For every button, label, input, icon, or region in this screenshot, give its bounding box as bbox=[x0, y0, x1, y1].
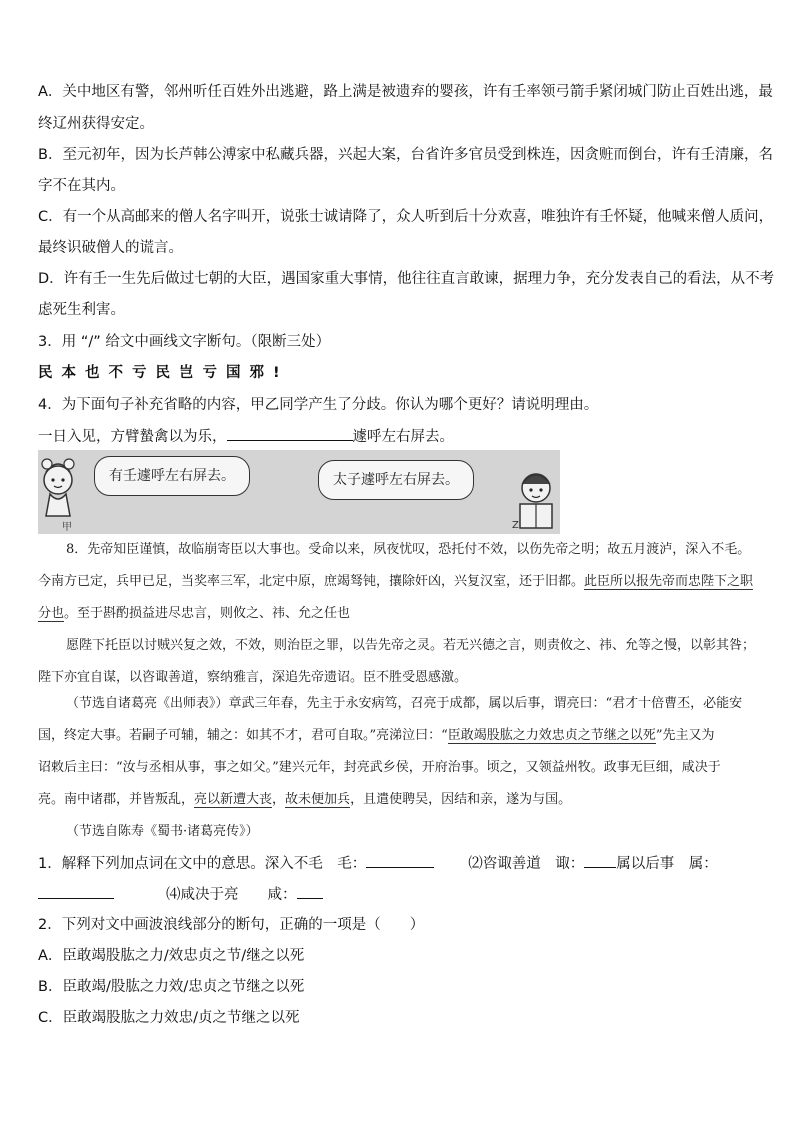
passage-underlined-1: 此臣所以报先帝而忠陛下之职 bbox=[584, 574, 754, 589]
jia-speech-text: 有壬遽呼左右屏去。 bbox=[109, 468, 235, 484]
boy-figure-icon bbox=[520, 474, 552, 528]
passage-source-1: （节选自诸葛亮《出师表》） bbox=[66, 696, 229, 711]
vocab-q4-text: ⑷咸决于亮 咸： bbox=[166, 887, 297, 903]
passage-underlined-4: 故未便加兵 bbox=[285, 792, 351, 807]
passage-p3-line2-end: ”先主又为 bbox=[655, 728, 715, 743]
passage-p3-line1 bbox=[38, 694, 760, 714]
option-d-line2: 虑死生利害。 bbox=[38, 302, 125, 318]
passage-p3-line1-text: 章武三年春，先主于永安病笃，召亮于成都，属以后事，谓亮曰：“君才十倍曹丕，必能安 bbox=[228, 696, 743, 711]
vocab-blank-mao[interactable] bbox=[366, 853, 434, 868]
option-a-line2: 终辽州获得安定。 bbox=[38, 116, 154, 132]
vocab-question-line2 bbox=[38, 884, 323, 905]
passage-p3-line4-a: 亮。南中诸郡，并皆叛乱， bbox=[38, 792, 195, 807]
option-d-line1: D．许有壬一生先后做过七朝的大臣，遇国家重大事情，他往往直言敢谏，据理力争，充分发表自己的看法，从不考 bbox=[38, 271, 775, 287]
question-2-option-c: C．臣敢竭股肱之力效忠/贞之节继之以死 bbox=[38, 1010, 300, 1026]
cartoon-illustration bbox=[38, 450, 560, 534]
vocab-blank-xian[interactable] bbox=[297, 884, 323, 899]
passage-p1-line3 bbox=[38, 604, 760, 624]
vocab-blank-shu[interactable] bbox=[38, 884, 114, 899]
passage-p1-line1: 8．先帝知臣谨慎，故临崩寄臣以大事也。受命以来，夙夜忧叹，恐托付不效，以伤先帝之明；故五月渡泸，深入不毛。 bbox=[66, 542, 751, 557]
option-c-line1: C．有一个从高邮来的僧人名字叫开，说张士诚请降了，众人听到后十分欢喜，唯独许有壬怀疑，他喊来僧人质问， bbox=[38, 209, 774, 225]
passage-underlined-2: 分也 bbox=[38, 606, 65, 621]
passage-p3-line3: 诏敕后主曰：“汝与丞相从事，事之如父。”建兴元年，封亮武乡侯，开府治事。顷之，又领益州牧。政事无巨细，咸决于 bbox=[38, 760, 721, 775]
question-4-sentence bbox=[38, 426, 454, 447]
passage-p3-line4-b: ， bbox=[272, 792, 286, 807]
passage-chushibiao bbox=[38, 540, 760, 688]
passage-wavy-underlined: 臣敢竭股肱之力效忠贞之节继之以死 bbox=[447, 728, 656, 743]
vocab-q1-text: 1．解释下列加点词在文中的意思。深入不毛 毛： bbox=[38, 856, 367, 872]
passage-p1-line2-text: 今南方已定，兵甲已足，当奖率三军，北定中原，庶竭驽钝，攘除奸凶，兴复汉室，还于旧都。 bbox=[38, 574, 585, 589]
girl-figure-icon bbox=[42, 459, 74, 516]
jia-speech-bubble bbox=[94, 456, 250, 496]
question-2-option-a: A．臣敢竭股肱之力/效忠贞之节/继之以死 bbox=[38, 948, 305, 964]
vocab-q2-text: ⑵咨诹善道 诹： bbox=[468, 856, 585, 872]
passage-p1-line2 bbox=[38, 572, 760, 592]
passage-p3-line2 bbox=[38, 726, 760, 746]
vocab-blank-zou[interactable] bbox=[584, 853, 616, 868]
option-b-line2: 字不在其内。 bbox=[38, 178, 125, 194]
passage-underlined-3: 亮以新遭大丧 bbox=[194, 792, 273, 807]
vocab-q3-text: 属以后事 属： bbox=[616, 856, 718, 872]
option-c-line2: 最终识破僧人的谎言。 bbox=[38, 240, 183, 256]
passage-sanguozhi bbox=[38, 694, 760, 842]
yi-speech-text: 太子遽呼左右屏去。 bbox=[333, 472, 459, 488]
question-2-prompt: 2．下列对文中画波浪线部分的断句，正确的一项是（ ） bbox=[38, 917, 425, 933]
question-4-answer-blank[interactable] bbox=[227, 426, 353, 441]
question-2-option-b: B．臣敢竭/股肱之力效/忠贞之节继之以死 bbox=[38, 979, 305, 995]
yi-speech-bubble bbox=[318, 460, 474, 500]
yi-label: Z bbox=[512, 520, 519, 531]
question-3-prompt: 3．用 “/” 给文中画线文字断句。（限断三处） bbox=[38, 334, 331, 350]
question-4-prompt: 4．为下面句子补充省略的内容，甲乙同学产生了分歧。你认为哪个更好？请说明理由。 bbox=[38, 397, 599, 413]
passage-p1-line3-text: 。至于斟酌损益进尽忠言，则攸之、祎、允之任也 bbox=[64, 606, 351, 621]
passage-p2-line1: 愿陛下托臣以讨贼兴复之效，不效，则治臣之罪，以告先帝之灵。若无兴德之言，则责攸之、祎、允等之慢，以彰其咎； bbox=[66, 638, 756, 653]
question-4-after: 遽呼左右屏去。 bbox=[352, 429, 454, 445]
option-b-line1: B．至元初年，因为长芦韩公溥家中私藏兵器，兴起大案，台省许多官员受到株连，因贪赃而倒台，许有壬清廉，名 bbox=[38, 147, 773, 163]
passage-source-2: （节选自陈寿《蜀书·诸葛亮传》） bbox=[66, 824, 259, 839]
question-3-text: 民本也不亏民岂亏国邪! bbox=[38, 365, 289, 381]
question-4-before: 一日入见，方臂蟄禽以为乐， bbox=[38, 429, 227, 445]
passage-p2-line2: 陛下亦宜自谋，以咨诹善道，察纳雅言，深追先帝遗诏。臣不胜受恩感激。 bbox=[38, 670, 468, 685]
vocab-question-line1 bbox=[38, 853, 718, 874]
passage-p3-line2-text: 国，终定大事。若嗣子可辅，辅之：如其不才，君可自取。”亮涕泣曰：“ bbox=[38, 728, 448, 743]
jia-label: 甲 bbox=[62, 522, 72, 533]
passage-p3-line4-c: ，且遣使聘吴，因结和亲，遂为与国。 bbox=[350, 792, 572, 807]
option-a-line1: A．关中地区有警，邻州听任百姓外出逃避，路上满是被遗弃的婴孩，许有壬率领弓箭手紧闭城门防止百姓出逃，最 bbox=[38, 84, 773, 100]
passage-p3-line4 bbox=[38, 790, 760, 810]
